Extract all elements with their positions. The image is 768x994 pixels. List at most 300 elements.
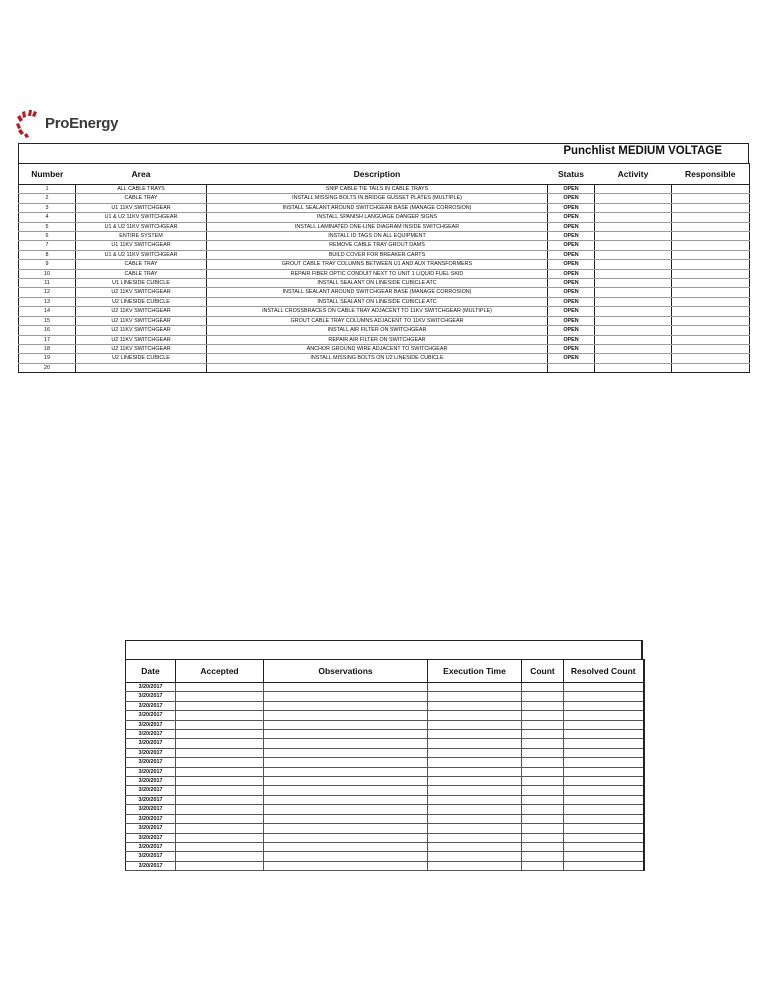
- cell-status: OPEN: [548, 185, 595, 194]
- cell-status: OPEN: [548, 194, 595, 203]
- cell-activity: [595, 363, 672, 372]
- punchlist-row: [19, 326, 750, 335]
- cell-date: 3/20/2017: [126, 683, 176, 692]
- cell-execution-time: [428, 824, 522, 833]
- cell-status: OPEN: [548, 241, 595, 250]
- cell-accepted: [176, 777, 264, 786]
- col-header-date: Date: [126, 660, 176, 683]
- cell-date: 3/20/2017: [126, 711, 176, 720]
- cell-activity: [595, 279, 672, 288]
- cell-responsible: [672, 316, 750, 325]
- cell-activity: [595, 335, 672, 344]
- cell-description: INSTALL SPANISH LANGUAGE DANGER SIGNS: [207, 213, 548, 222]
- cell-observations: [264, 720, 428, 729]
- log-row: [126, 786, 644, 795]
- punchlist-row: [19, 335, 750, 344]
- cell-activity: [595, 297, 672, 306]
- cell-number: 14: [19, 307, 76, 316]
- log-row: [126, 720, 644, 729]
- cell-description: BUILD COVER FOR BREAKER CARTS: [207, 250, 548, 259]
- col-header-execution-time: Execution Time: [428, 660, 522, 683]
- cell-accepted: [176, 692, 264, 701]
- log-row: [126, 777, 644, 786]
- log-title-bar: [125, 640, 643, 659]
- cell-description: INSTALL MISSING BOLTS IN BRIDGE GUSSET PLATES (MULTIPLE): [207, 194, 548, 203]
- cell-status: OPEN: [548, 288, 595, 297]
- cell-count: [522, 861, 564, 870]
- cell-date: 3/20/2017: [126, 833, 176, 842]
- cell-responsible: [672, 194, 750, 203]
- cell-execution-time: [428, 814, 522, 823]
- cell-status: OPEN: [548, 213, 595, 222]
- punchlist-title: Punchlist MEDIUM VOLTAGE: [563, 145, 722, 157]
- cell-responsible: [672, 213, 750, 222]
- cell-area: U2 11KV SWITCHGEAR: [76, 344, 207, 353]
- cell-resolved-count: [564, 777, 644, 786]
- cell-number: 1: [19, 185, 76, 194]
- punchlist-title-bar: [18, 143, 749, 163]
- cell-description: REPAIR AIR FILTER ON SWITCHGEAR: [207, 335, 548, 344]
- cell-observations: [264, 852, 428, 861]
- log-row: [126, 805, 644, 814]
- cell-description: ANCHOR GROUND WIRE ADJACENT TO SWITCHGEAR: [207, 344, 548, 353]
- log-row: [126, 842, 644, 851]
- cell-accepted: [176, 701, 264, 710]
- cell-number: 8: [19, 250, 76, 259]
- cell-status: OPEN: [548, 269, 595, 278]
- cell-area: CABLE TRAY: [76, 269, 207, 278]
- cell-status: OPEN: [548, 222, 595, 231]
- punchlist-table: [18, 163, 750, 373]
- cell-accepted: [176, 861, 264, 870]
- cell-count: [522, 852, 564, 861]
- cell-count: [522, 777, 564, 786]
- log-table: [125, 659, 645, 871]
- cell-execution-time: [428, 739, 522, 748]
- col-header-resolved-count: Resolved Count: [564, 660, 644, 683]
- cell-description: [207, 363, 548, 372]
- cell-description: INSTALL LAMINATED ONE-LINE DIAGRAM INSIDE SWITCHGEAR: [207, 222, 548, 231]
- cell-responsible: [672, 354, 750, 363]
- cell-description: INSTALL AIR FILTER ON SWITCHGEAR: [207, 326, 548, 335]
- cell-accepted: [176, 767, 264, 776]
- cell-responsible: [672, 363, 750, 372]
- cell-execution-time: [428, 777, 522, 786]
- cell-date: 3/20/2017: [126, 720, 176, 729]
- cell-observations: [264, 730, 428, 739]
- cell-responsible: [672, 222, 750, 231]
- log-row: [126, 833, 644, 842]
- log-row: [126, 852, 644, 861]
- col-header-observations: Observations: [264, 660, 428, 683]
- punchlist-row: [19, 297, 750, 306]
- punchlist-row: [19, 354, 750, 363]
- cell-responsible: [672, 279, 750, 288]
- cell-area: [76, 363, 207, 372]
- cell-resolved-count: [564, 692, 644, 701]
- cell-resolved-count: [564, 795, 644, 804]
- punchlist-row: [19, 288, 750, 297]
- cell-accepted: [176, 795, 264, 804]
- punchlist-row: [19, 344, 750, 353]
- col-header-count: Count: [522, 660, 564, 683]
- punchlist-row: [19, 241, 750, 250]
- cell-responsible: [672, 203, 750, 212]
- cell-count: [522, 739, 564, 748]
- cell-observations: [264, 861, 428, 870]
- cell-responsible: [672, 250, 750, 259]
- cell-date: 3/20/2017: [126, 748, 176, 757]
- log-row: [126, 814, 644, 823]
- cell-area: U2 11KV SWITCHGEAR: [76, 307, 207, 316]
- cell-count: [522, 692, 564, 701]
- cell-accepted: [176, 824, 264, 833]
- cell-count: [522, 748, 564, 757]
- cell-resolved-count: [564, 833, 644, 842]
- cell-observations: [264, 842, 428, 851]
- cell-accepted: [176, 720, 264, 729]
- log-row: [126, 730, 644, 739]
- cell-description: INSTALL SEALANT AROUND SWITCHGEAR BASE (MANAGE CORROSION): [207, 288, 548, 297]
- log-sheet: [125, 640, 643, 871]
- col-header-accepted: Accepted: [176, 660, 264, 683]
- cell-number: 17: [19, 335, 76, 344]
- cell-area: U2 LINESIDE CUBICLE: [76, 297, 207, 306]
- cell-count: [522, 814, 564, 823]
- cell-activity: [595, 194, 672, 203]
- cell-number: 3: [19, 203, 76, 212]
- cell-count: [522, 786, 564, 795]
- log-row: [126, 711, 644, 720]
- cell-description: INSTALL CROSSBRACES ON CABLE TRAY ADJACENT TO 11KV SWITCHGEAR (MULTIPLE): [207, 307, 548, 316]
- cell-description: REPAIR FIBER OPTIC CONDUIT NEXT TO UNIT 1 LIQUID FUEL SKID: [207, 269, 548, 278]
- punchlist-row: [19, 269, 750, 278]
- cell-responsible: [672, 185, 750, 194]
- brand-name: ProEnergy: [45, 114, 119, 132]
- proenergy-logo-icon: [16, 108, 42, 138]
- cell-status: OPEN: [548, 279, 595, 288]
- cell-number: 4: [19, 213, 76, 222]
- cell-area: CABLE TRAY: [76, 194, 207, 203]
- punchlist-row: [19, 222, 750, 231]
- cell-activity: [595, 250, 672, 259]
- cell-execution-time: [428, 786, 522, 795]
- cell-date: 3/20/2017: [126, 786, 176, 795]
- cell-accepted: [176, 711, 264, 720]
- cell-description: REMOVE CABLE TRAY GROUT DAMS: [207, 241, 548, 250]
- cell-execution-time: [428, 748, 522, 757]
- cell-responsible: [672, 307, 750, 316]
- cell-area: U2 11KV SWITCHGEAR: [76, 335, 207, 344]
- punchlist-row: [19, 250, 750, 259]
- punchlist-row: [19, 363, 750, 372]
- cell-date: 3/20/2017: [126, 739, 176, 748]
- cell-date: 3/20/2017: [126, 767, 176, 776]
- col-header-responsible: Responsible: [672, 164, 750, 185]
- cell-resolved-count: [564, 814, 644, 823]
- punchlist-row: [19, 307, 750, 316]
- cell-count: [522, 824, 564, 833]
- cell-responsible: [672, 335, 750, 344]
- cell-status: OPEN: [548, 326, 595, 335]
- cell-count: [522, 711, 564, 720]
- cell-resolved-count: [564, 842, 644, 851]
- cell-resolved-count: [564, 730, 644, 739]
- cell-date: 3/20/2017: [126, 814, 176, 823]
- cell-observations: [264, 683, 428, 692]
- cell-observations: [264, 833, 428, 842]
- cell-resolved-count: [564, 786, 644, 795]
- cell-resolved-count: [564, 748, 644, 757]
- cell-responsible: [672, 344, 750, 353]
- cell-activity: [595, 185, 672, 194]
- cell-number: 7: [19, 241, 76, 250]
- punchlist-row: [19, 316, 750, 325]
- log-row: [126, 767, 644, 776]
- cell-execution-time: [428, 842, 522, 851]
- cell-resolved-count: [564, 824, 644, 833]
- cell-observations: [264, 701, 428, 710]
- cell-description: SNIP CABLE TIE TAILS IN CABLE TRAYS: [207, 185, 548, 194]
- cell-activity: [595, 354, 672, 363]
- cell-accepted: [176, 758, 264, 767]
- cell-area: ALL CABLE TRAYS: [76, 185, 207, 194]
- cell-execution-time: [428, 720, 522, 729]
- cell-resolved-count: [564, 701, 644, 710]
- log-row: [126, 701, 644, 710]
- cell-date: 3/20/2017: [126, 852, 176, 861]
- log-row: [126, 692, 644, 701]
- company-logo: [16, 108, 118, 138]
- cell-area: U2 11KV SWITCHGEAR: [76, 316, 207, 325]
- cell-count: [522, 795, 564, 804]
- cell-resolved-count: [564, 683, 644, 692]
- cell-number: 19: [19, 354, 76, 363]
- cell-number: 9: [19, 260, 76, 269]
- cell-observations: [264, 767, 428, 776]
- cell-accepted: [176, 814, 264, 823]
- punchlist-sheet: [18, 143, 749, 373]
- cell-area: U1 11KV SWITCHGEAR: [76, 241, 207, 250]
- log-row: [126, 748, 644, 757]
- cell-description: INSTALL SEALANT ON LINESIDE CUBICLE ATC: [207, 297, 548, 306]
- cell-observations: [264, 824, 428, 833]
- cell-execution-time: [428, 701, 522, 710]
- cell-execution-time: [428, 833, 522, 842]
- cell-activity: [595, 260, 672, 269]
- cell-observations: [264, 805, 428, 814]
- cell-status: OPEN: [548, 260, 595, 269]
- cell-count: [522, 701, 564, 710]
- cell-responsible: [672, 326, 750, 335]
- cell-accepted: [176, 683, 264, 692]
- cell-number: 16: [19, 326, 76, 335]
- cell-date: 3/20/2017: [126, 842, 176, 851]
- log-row: [126, 824, 644, 833]
- cell-observations: [264, 777, 428, 786]
- punchlist-row: [19, 185, 750, 194]
- cell-resolved-count: [564, 767, 644, 776]
- log-header-row: [126, 660, 644, 683]
- cell-number: 20: [19, 363, 76, 372]
- cell-date: 3/20/2017: [126, 758, 176, 767]
- cell-date: 3/20/2017: [126, 824, 176, 833]
- cell-execution-time: [428, 805, 522, 814]
- cell-accepted: [176, 833, 264, 842]
- cell-count: [522, 842, 564, 851]
- cell-activity: [595, 241, 672, 250]
- cell-accepted: [176, 748, 264, 757]
- cell-area: U1 & U2 11KV SWITCHGEAR: [76, 250, 207, 259]
- cell-accepted: [176, 805, 264, 814]
- cell-area: CABLE TRAY: [76, 260, 207, 269]
- log-body: [126, 683, 644, 871]
- cell-number: 13: [19, 297, 76, 306]
- cell-resolved-count: [564, 861, 644, 870]
- cell-status: OPEN: [548, 297, 595, 306]
- cell-execution-time: [428, 730, 522, 739]
- cell-responsible: [672, 297, 750, 306]
- cell-area: ENTIRE SYSTEM: [76, 232, 207, 241]
- cell-observations: [264, 739, 428, 748]
- cell-execution-time: [428, 795, 522, 804]
- cell-execution-time: [428, 758, 522, 767]
- cell-execution-time: [428, 683, 522, 692]
- log-row: [126, 861, 644, 870]
- col-header-area: Area: [76, 164, 207, 185]
- cell-accepted: [176, 852, 264, 861]
- cell-responsible: [672, 232, 750, 241]
- cell-number: 12: [19, 288, 76, 297]
- cell-area: U2 11KV SWITCHGEAR: [76, 326, 207, 335]
- cell-observations: [264, 795, 428, 804]
- cell-date: 3/20/2017: [126, 730, 176, 739]
- cell-count: [522, 758, 564, 767]
- cell-execution-time: [428, 852, 522, 861]
- cell-status: OPEN: [548, 307, 595, 316]
- cell-count: [522, 683, 564, 692]
- cell-activity: [595, 288, 672, 297]
- cell-status: OPEN: [548, 250, 595, 259]
- cell-description: INSTALL MISSING BOLTS ON U2 LINESIDE CUBICLE: [207, 354, 548, 363]
- cell-activity: [595, 213, 672, 222]
- punchlist-body: [19, 185, 750, 373]
- cell-observations: [264, 711, 428, 720]
- log-row: [126, 795, 644, 804]
- cell-date: 3/20/2017: [126, 701, 176, 710]
- cell-date: 3/20/2017: [126, 777, 176, 786]
- cell-description: INSTALL SEALANT ON LINESIDE CUBICLE ATC: [207, 279, 548, 288]
- log-row: [126, 739, 644, 748]
- cell-resolved-count: [564, 720, 644, 729]
- cell-responsible: [672, 288, 750, 297]
- cell-activity: [595, 269, 672, 278]
- cell-area: U2 11KV SWITCHGEAR: [76, 288, 207, 297]
- punchlist-row: [19, 194, 750, 203]
- cell-activity: [595, 222, 672, 231]
- punchlist-row: [19, 213, 750, 222]
- punchlist-header-row: [19, 164, 750, 185]
- cell-number: 18: [19, 344, 76, 353]
- cell-accepted: [176, 786, 264, 795]
- cell-count: [522, 730, 564, 739]
- cell-area: U1 & U2 11KV SWITCHGEAR: [76, 222, 207, 231]
- cell-description: GROUT CABLE TRAY COLUMNS BETWEEN U1 AND AUX TRANSFORMERS: [207, 260, 548, 269]
- cell-observations: [264, 692, 428, 701]
- log-row: [126, 683, 644, 692]
- cell-date: 3/20/2017: [126, 795, 176, 804]
- col-header-number: Number: [19, 164, 76, 185]
- cell-status: OPEN: [548, 344, 595, 353]
- punchlist-row: [19, 279, 750, 288]
- cell-number: 11: [19, 279, 76, 288]
- cell-status: OPEN: [548, 335, 595, 344]
- cell-number: 10: [19, 269, 76, 278]
- cell-observations: [264, 748, 428, 757]
- cell-count: [522, 767, 564, 776]
- cell-description: INSTALL ID TAGS ON ALL EQUIPMENT: [207, 232, 548, 241]
- cell-number: 5: [19, 222, 76, 231]
- cell-accepted: [176, 842, 264, 851]
- cell-resolved-count: [564, 711, 644, 720]
- cell-area: U2 LINESIDE CUBICLE: [76, 354, 207, 363]
- cell-resolved-count: [564, 805, 644, 814]
- cell-execution-time: [428, 692, 522, 701]
- cell-responsible: [672, 241, 750, 250]
- cell-date: 3/20/2017: [126, 861, 176, 870]
- cell-execution-time: [428, 861, 522, 870]
- cell-activity: [595, 307, 672, 316]
- cell-date: 3/20/2017: [126, 805, 176, 814]
- cell-status: [548, 363, 595, 372]
- cell-area: U1 & U2 11KV SWITCHGEAR: [76, 213, 207, 222]
- cell-observations: [264, 814, 428, 823]
- punchlist-row: [19, 203, 750, 212]
- log-row: [126, 758, 644, 767]
- punchlist-row: [19, 260, 750, 269]
- cell-status: OPEN: [548, 232, 595, 241]
- col-header-status: Status: [548, 164, 595, 185]
- cell-activity: [595, 232, 672, 241]
- cell-count: [522, 720, 564, 729]
- cell-execution-time: [428, 711, 522, 720]
- cell-number: 15: [19, 316, 76, 325]
- cell-area: U1 LINESIDE CUBICLE: [76, 279, 207, 288]
- cell-status: OPEN: [548, 316, 595, 325]
- cell-responsible: [672, 260, 750, 269]
- cell-number: 2: [19, 194, 76, 203]
- col-header-description: Description: [207, 164, 548, 185]
- cell-accepted: [176, 739, 264, 748]
- cell-accepted: [176, 730, 264, 739]
- cell-description: INSTALL SEALANT AROUND SWITCHGEAR BASE (MANAGE CORROSION): [207, 203, 548, 212]
- cell-observations: [264, 786, 428, 795]
- cell-area: U1 11KV SWITCHGEAR: [76, 203, 207, 212]
- col-header-activity: Activity: [595, 164, 672, 185]
- cell-resolved-count: [564, 758, 644, 767]
- cell-date: 3/20/2017: [126, 692, 176, 701]
- cell-number: 6: [19, 232, 76, 241]
- cell-activity: [595, 316, 672, 325]
- cell-resolved-count: [564, 852, 644, 861]
- cell-observations: [264, 758, 428, 767]
- cell-responsible: [672, 269, 750, 278]
- cell-activity: [595, 326, 672, 335]
- cell-status: OPEN: [548, 203, 595, 212]
- cell-execution-time: [428, 767, 522, 776]
- cell-activity: [595, 203, 672, 212]
- cell-count: [522, 805, 564, 814]
